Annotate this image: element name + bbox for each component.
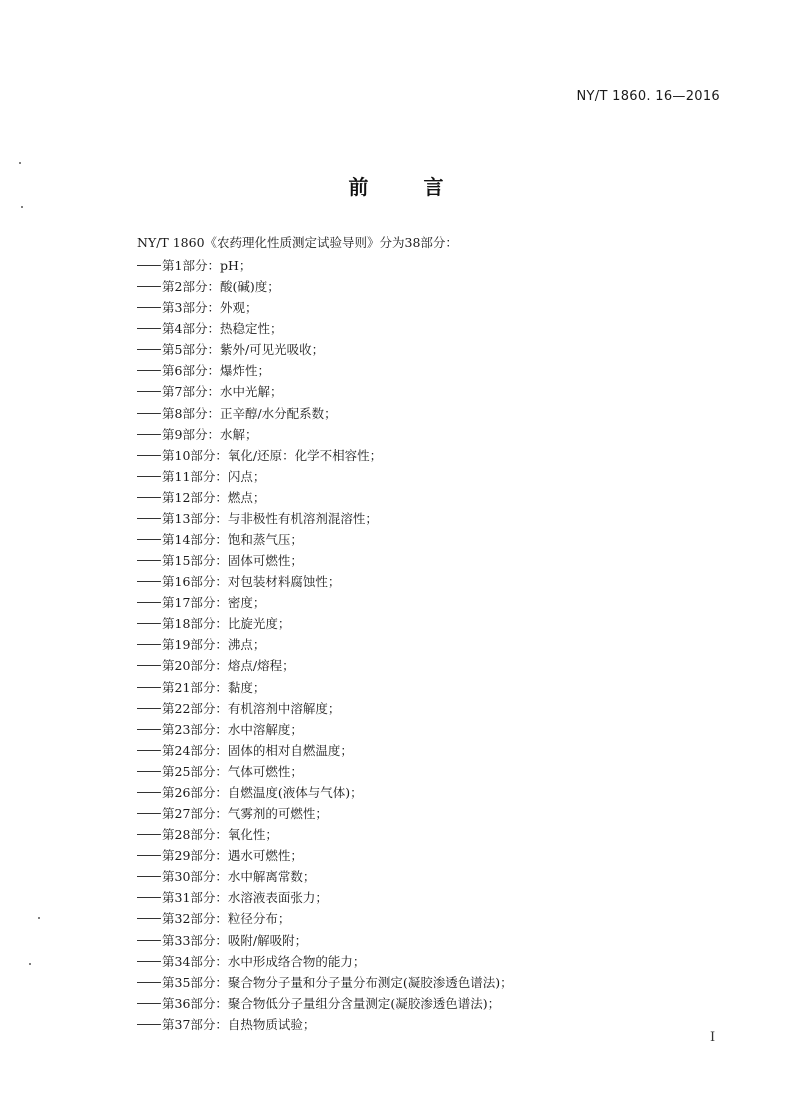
- part-label: 第2部分：酸(碱)度；: [162, 279, 280, 295]
- part-label: 第26部分：自燃温度(液体与气体)；: [162, 784, 363, 800]
- em-dash: [137, 771, 161, 772]
- list-item: [137, 424, 513, 445]
- parts-list: [137, 255, 513, 1035]
- em-dash: [137, 349, 161, 350]
- part-label: 第14部分：饱和蒸气压；: [162, 532, 303, 548]
- em-dash: [137, 623, 161, 624]
- list-item: [137, 381, 513, 402]
- em-dash: [137, 539, 161, 540]
- part-label: 第5部分：紫外/可见光吸收；: [162, 342, 325, 358]
- part-label: 第31部分：水溶液表面张力；: [162, 890, 328, 906]
- part-label: 第4部分：热稳定性；: [162, 321, 283, 337]
- list-item: [137, 592, 513, 613]
- scan-speck: [19, 162, 21, 164]
- em-dash: [137, 518, 161, 519]
- em-dash: [137, 792, 161, 793]
- list-item: [137, 276, 513, 297]
- list-item: [137, 993, 513, 1014]
- list-item: [137, 529, 513, 550]
- em-dash: [137, 982, 161, 983]
- scan-speck: [29, 963, 31, 965]
- list-item: [137, 845, 513, 866]
- list-item: [137, 466, 513, 487]
- list-item: [137, 908, 513, 929]
- em-dash: [137, 391, 161, 392]
- em-dash: [137, 918, 161, 919]
- list-item: [137, 508, 513, 529]
- em-dash: [137, 560, 161, 561]
- list-item: [137, 677, 513, 698]
- em-dash: [137, 834, 161, 835]
- em-dash: [137, 307, 161, 308]
- part-label: 第15部分：固体可燃性；: [162, 553, 303, 569]
- em-dash: [137, 455, 161, 456]
- list-item: [137, 951, 513, 972]
- em-dash: [137, 413, 161, 414]
- scan-speck: [21, 206, 23, 208]
- list-item: [137, 445, 513, 466]
- em-dash: [137, 602, 161, 603]
- part-label: 第24部分：固体的相对自燃温度；: [162, 742, 353, 758]
- list-item: [137, 803, 513, 824]
- part-label: 第18部分：比旋光度；: [162, 616, 291, 632]
- intro-paragraph: NY/T 1860《农药理化性质测定试验导则》分为38部分：: [137, 235, 458, 250]
- em-dash: [137, 729, 161, 730]
- part-label: 第8部分：正辛醇/水分配系数；: [162, 405, 337, 421]
- part-label: 第3部分：外观；: [162, 300, 258, 316]
- list-item: [137, 930, 513, 951]
- em-dash: [137, 813, 161, 814]
- em-dash: [137, 750, 161, 751]
- list-item: [137, 487, 513, 508]
- part-label: 第27部分：气雾剂的可燃性；: [162, 806, 328, 822]
- em-dash: [137, 1003, 161, 1004]
- em-dash: [137, 687, 161, 688]
- em-dash: [137, 370, 161, 371]
- em-dash: [137, 497, 161, 498]
- part-label: 第17部分：密度；: [162, 595, 266, 611]
- em-dash: [137, 897, 161, 898]
- part-label: 第6部分：爆炸性；: [162, 363, 270, 379]
- part-label: 第19部分：沸点；: [162, 637, 266, 653]
- list-item: [137, 782, 513, 803]
- part-label: 第12部分：燃点；: [162, 489, 266, 505]
- em-dash: [137, 581, 161, 582]
- list-item: [137, 339, 513, 360]
- part-label: 第32部分：粒径分布；: [162, 911, 291, 927]
- list-item: [137, 719, 513, 740]
- page-title: 前 言: [348, 175, 468, 199]
- part-label: 第13部分：与非极性有机溶剂混溶性；: [162, 510, 378, 526]
- part-label: 第21部分：黏度；: [162, 679, 266, 695]
- em-dash: [137, 855, 161, 856]
- standard-code: NY/T 1860. 16—2016: [576, 89, 720, 104]
- em-dash: [137, 961, 161, 962]
- em-dash: [137, 265, 161, 266]
- list-item: [137, 740, 513, 761]
- em-dash: [137, 876, 161, 877]
- em-dash: [137, 1024, 161, 1025]
- part-label: 第7部分：水中光解；: [162, 384, 283, 400]
- list-item: [137, 824, 513, 845]
- part-label: 第36部分：聚合物低分子量组分含量测定(凝胶渗透色谱法)；: [162, 995, 501, 1011]
- list-item: [137, 403, 513, 424]
- part-label: 第34部分：水中形成络合物的能力；: [162, 953, 366, 969]
- list-item: [137, 318, 513, 339]
- scan-speck: [38, 917, 40, 919]
- part-label: 第9部分：水解；: [162, 426, 258, 442]
- part-label: 第1部分：pH；: [162, 258, 252, 273]
- em-dash: [137, 286, 161, 287]
- part-label: 第25部分：气体可燃性；: [162, 763, 303, 779]
- part-label: 第28部分：氧化性；: [162, 827, 278, 843]
- part-label: 第11部分：闪点；: [162, 468, 266, 484]
- list-item: [137, 297, 513, 318]
- part-label: 第23部分：水中溶解度；: [162, 721, 303, 737]
- part-label: 第35部分：聚合物分子量和分子量分布测定(凝胶渗透色谱法)；: [162, 974, 513, 990]
- list-item: [137, 761, 513, 782]
- em-dash: [137, 665, 161, 666]
- part-label: 第37部分：自热物质试验；: [162, 1016, 316, 1032]
- part-label: 第33部分：吸附/解吸附；: [162, 932, 308, 948]
- list-item: [137, 887, 513, 908]
- part-label: 第30部分：水中解离常数；: [162, 869, 316, 885]
- list-item: [137, 571, 513, 592]
- list-item: [137, 550, 513, 571]
- em-dash: [137, 476, 161, 477]
- list-item: [137, 613, 513, 634]
- list-item: [137, 972, 513, 993]
- part-label: 第10部分：氧化/还原：化学不相容性；: [162, 447, 383, 463]
- part-label: 第29部分：遇水可燃性；: [162, 848, 303, 864]
- list-item: [137, 698, 513, 719]
- part-label: 第20部分：熔点/熔程；: [162, 658, 295, 674]
- list-item: [137, 360, 513, 381]
- em-dash: [137, 644, 161, 645]
- em-dash: [137, 328, 161, 329]
- em-dash: [137, 708, 161, 709]
- page-number: I: [710, 1030, 716, 1045]
- part-label: 第22部分：有机溶剂中溶解度；: [162, 700, 341, 716]
- em-dash: [137, 940, 161, 941]
- list-item: [137, 655, 513, 676]
- list-item: [137, 866, 513, 887]
- list-item: [137, 255, 513, 276]
- list-item: [137, 634, 513, 655]
- part-label: 第16部分：对包装材料腐蚀性；: [162, 574, 341, 590]
- list-item: [137, 1014, 513, 1035]
- em-dash: [137, 434, 161, 435]
